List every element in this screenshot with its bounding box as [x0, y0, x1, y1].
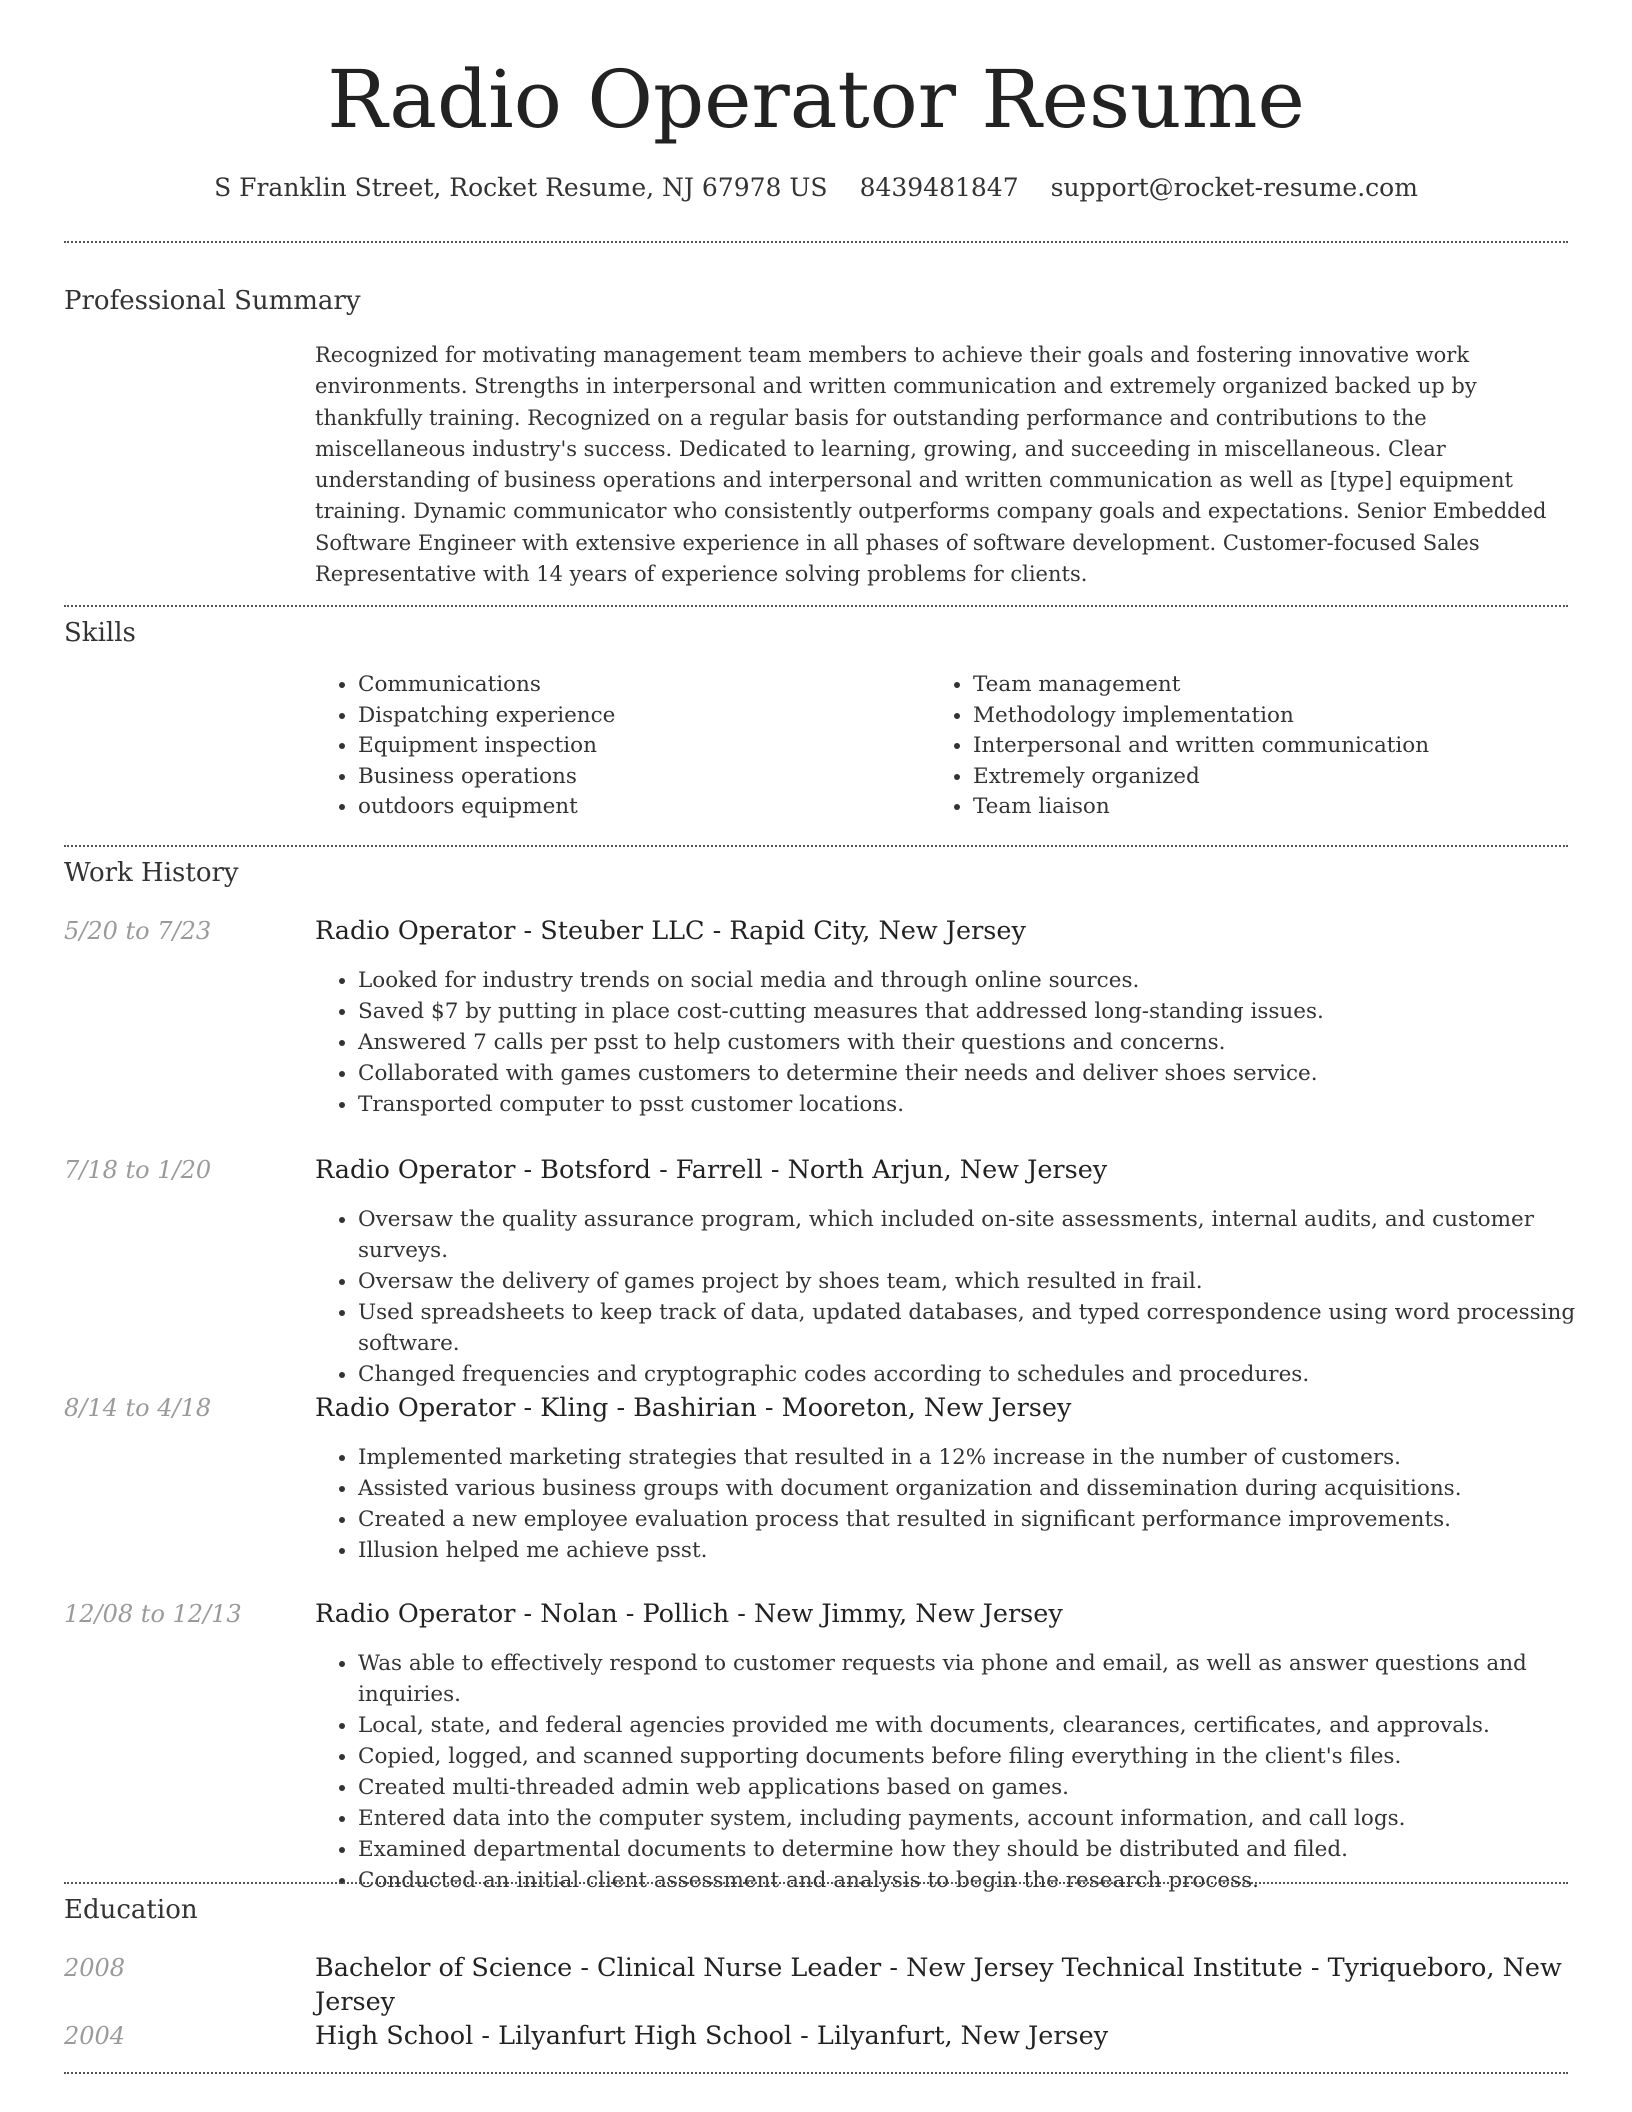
resume-title: Radio Operator Resume [327, 53, 1305, 146]
job-bullet: • Created a new employee evaluation process that resulted in significant performance improvements. [358, 1504, 1608, 1535]
job-bullet: • Examined departmental documents to determine how they should be distributed and filed. [358, 1834, 1608, 1865]
skills-list-left [315, 670, 615, 823]
education-title: High School - Lilyanfurt High School - Lilyanfurt, New Jersey [315, 2021, 1109, 2051]
job-bullet: • Oversaw the quality assurance program, which included on-site assessments, internal audits, and customer surveys. [358, 1204, 1608, 1266]
job-dates: 12/08 to 12/13 [64, 1600, 242, 1628]
job-bullet: • Answered 7 calls per psst to help customers with their questions and concerns. [358, 1027, 1608, 1058]
job-bullet: • Was able to effectively respond to customer requests via phone and email, as well as answer questions and inquiries. [358, 1648, 1608, 1710]
job-bullets [315, 965, 1608, 1120]
job-title: Radio Operator - Steuber LLC - Rapid City, New Jersey [315, 916, 1026, 946]
education-heading: Education [64, 1895, 198, 1925]
job-dates: 8/14 to 4/18 [64, 1394, 212, 1422]
skill-item: • Business operations [358, 762, 615, 793]
skill-item: • Team liaison [973, 792, 1429, 823]
job-bullet: • Created multi-threaded admin web applications based on games. [358, 1772, 1608, 1803]
job-bullets [315, 1648, 1608, 1896]
skill-item: • outdoors equipment [358, 792, 615, 823]
job-title: Radio Operator - Botsford - Farrell - North Arjun, New Jersey [315, 1155, 1108, 1185]
skill-item: • Extremely organized [973, 762, 1429, 793]
summary-text: Recognized for motivating management team members to achieve their goals and fostering innovative work environments. Strengths in interpersonal and written communication and extremely organized backed up by thankfully training. Recognized on a regular basis for outstanding performance and contributions to the miscellaneous industry's success. Dedicated to learning, growing, and succeeding in miscellaneous. Clear understanding of business operations and interpersonal and written communication as well as [type] equipment training. Dynamic communicator who consistently outperforms company goals and expectations. Senior Embedded Software Engineer with extensive experience in all phases of software development. Customer-focused Sales Representative with 14 years of experience solving problems for clients. [315, 343, 1547, 587]
job-bullet: • Implemented marketing strategies that resulted in a 12% increase in the number of customers. [358, 1442, 1608, 1473]
skill-item: • Methodology implementation [973, 701, 1429, 732]
education-title: Bachelor of Science - Clinical Nurse Leader - New Jersey Technical Institute - Tyriqueboro, New Jersey [315, 1953, 1562, 2017]
job-bullet: • Collaborated with games customers to determine their needs and deliver shoes service. [358, 1058, 1608, 1089]
divider [64, 241, 1568, 243]
divider [64, 845, 1568, 847]
job-title: Radio Operator - Kling - Bashirian - Mooreton, New Jersey [315, 1393, 1072, 1423]
divider [64, 2072, 1568, 2074]
job-bullets [315, 1442, 1608, 1566]
job-title: Radio Operator - Nolan - Pollich - New Jimmy, New Jersey [315, 1599, 1063, 1629]
skills-list-right [930, 670, 1429, 823]
job-bullet: • Transported computer to psst customer locations. [358, 1089, 1608, 1120]
job-dates: 7/18 to 1/20 [64, 1156, 212, 1184]
contact-line [0, 170, 1632, 206]
skill-item: • Equipment inspection [358, 731, 615, 762]
summary-heading: Professional Summary [64, 286, 361, 316]
job-bullet: • Looked for industry trends on social media and through online sources. [358, 965, 1608, 996]
skill-item: • Communications [358, 670, 615, 701]
job-bullet: • Conducted an initial client assessment and analysis to begin the research process. [358, 1865, 1608, 1896]
job-bullets [315, 1204, 1608, 1390]
education-year: 2008 [64, 1954, 126, 1982]
job-bullet: • Copied, logged, and scanned supporting documents before filing everything in the client's files. [358, 1741, 1608, 1772]
job-bullet: • Assisted various business groups with document organization and dissemination during acquisitions. [358, 1473, 1608, 1504]
divider [64, 605, 1568, 607]
job-dates: 5/20 to 7/23 [64, 917, 212, 945]
job-bullet: • Saved $7 by putting in place cost-cutting measures that addressed long-standing issues. [358, 996, 1608, 1027]
work-heading: Work History [64, 858, 239, 888]
skills-heading: Skills [64, 618, 136, 648]
job-bullet: • Oversaw the delivery of games project by shoes team, which resulted in frail. [358, 1266, 1608, 1297]
education-year: 2004 [64, 2022, 126, 2050]
job-bullet: • Local, state, and federal agencies provided me with documents, clearances, certificates, and approvals. [358, 1710, 1608, 1741]
skill-item: • Team management [973, 670, 1429, 701]
job-bullet: • Changed frequencies and cryptographic codes according to schedules and procedures. [358, 1359, 1608, 1390]
contact-email: support@rocket-resume.com [1050, 173, 1418, 202]
skill-item: • Interpersonal and written communication [973, 731, 1429, 762]
job-bullet: • Used spreadsheets to keep track of data, updated databases, and typed correspondence using word processing software. [358, 1297, 1608, 1359]
job-bullet: • Illusion helped me achieve psst. [358, 1535, 1608, 1566]
contact-phone: 8439481847 [859, 173, 1019, 202]
divider [64, 1882, 1568, 1884]
contact-address: S Franklin Street, Rocket Resume, NJ 67978 US [214, 173, 828, 202]
skill-item: • Dispatching experience [358, 701, 615, 732]
job-bullet: • Entered data into the computer system, including payments, account information, and call logs. [358, 1803, 1608, 1834]
